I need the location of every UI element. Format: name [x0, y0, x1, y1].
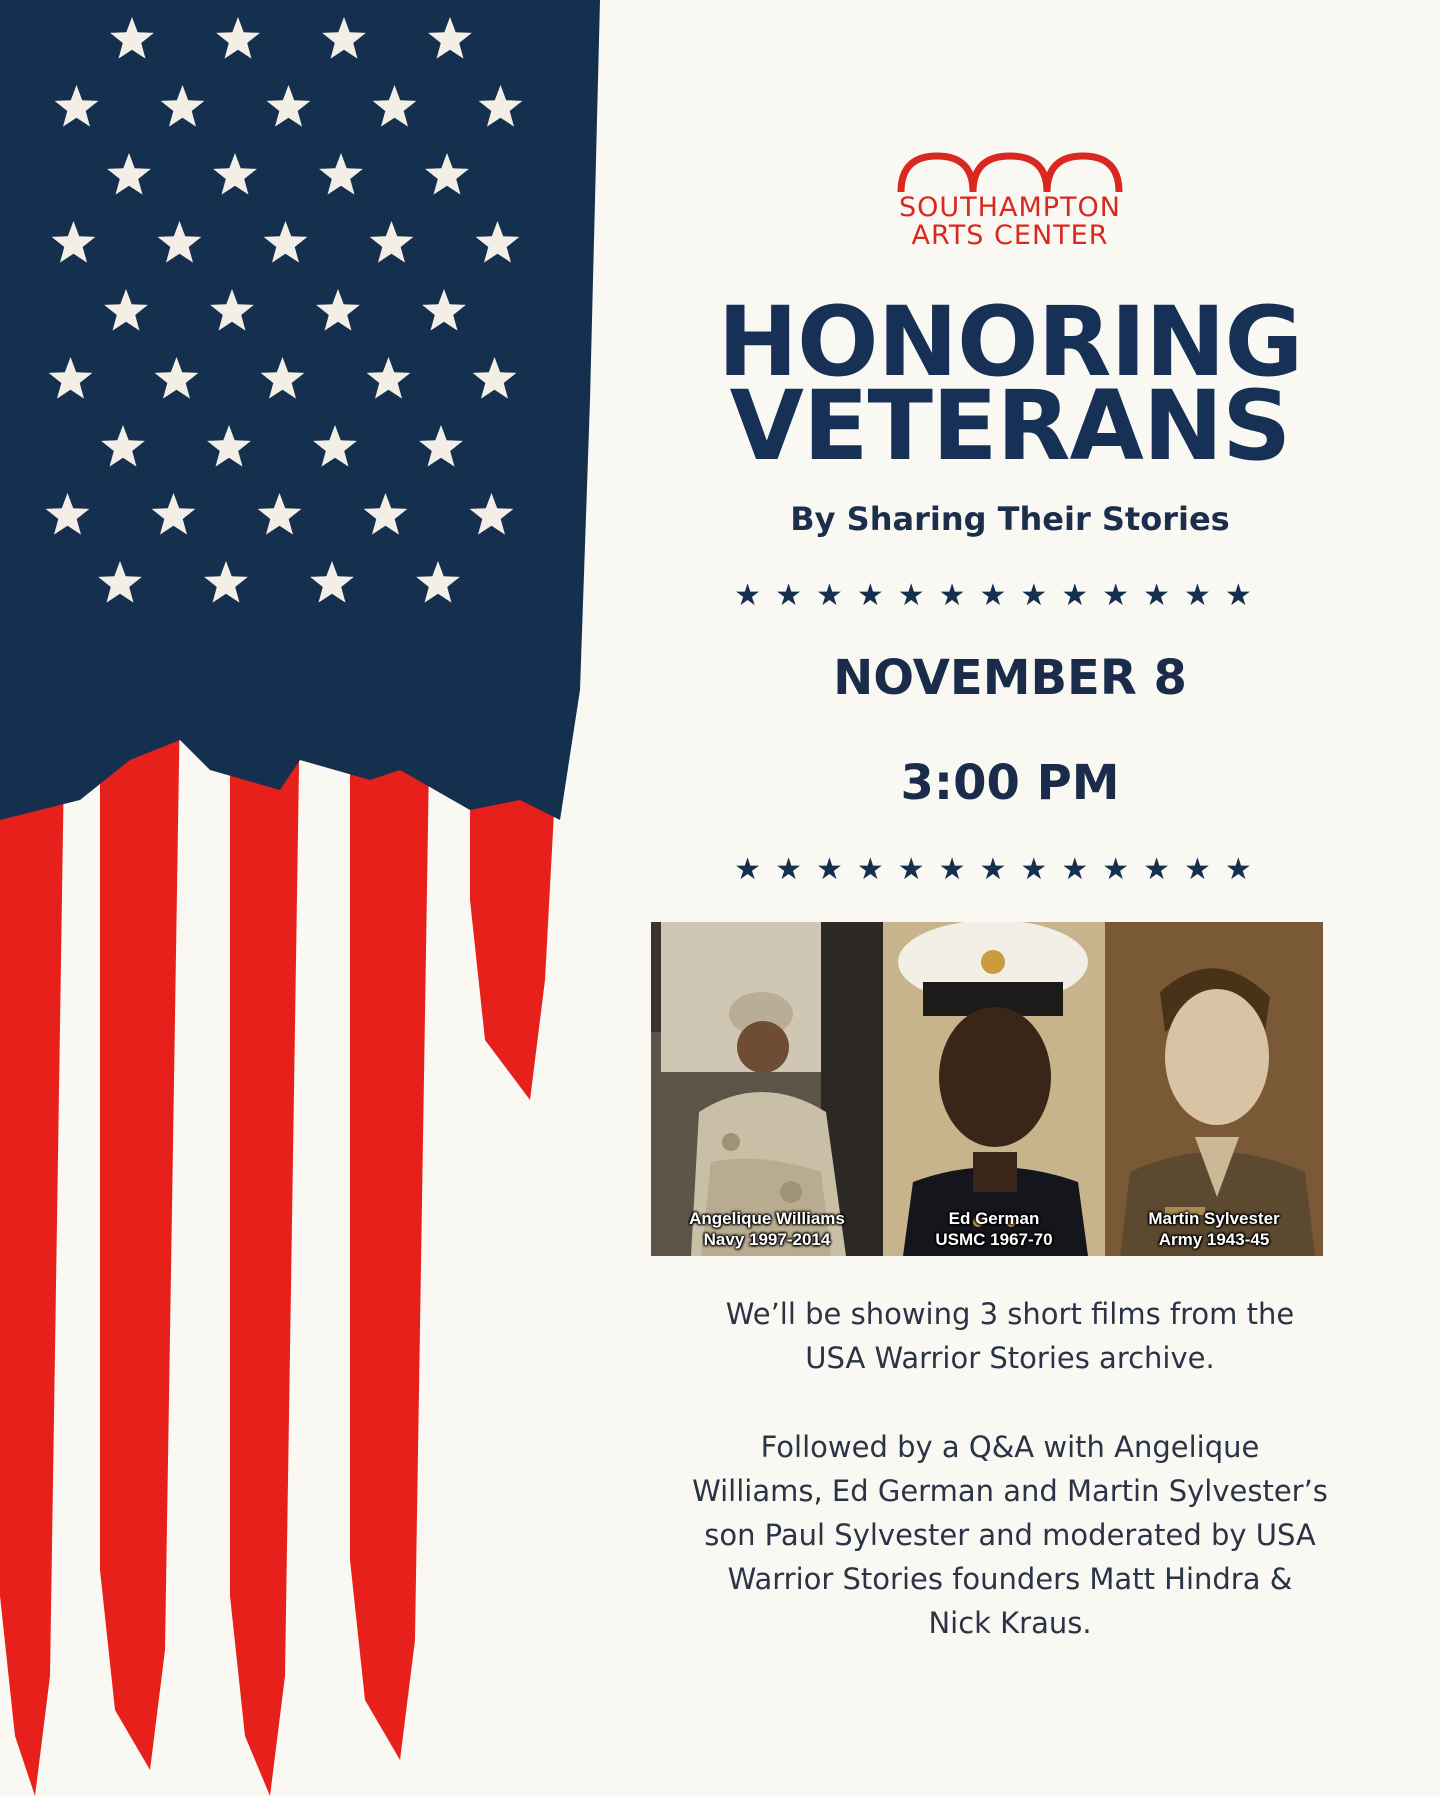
- veteran-caption: [883, 1208, 1105, 1250]
- logo-text-line2: ARTS CENTER: [911, 220, 1109, 251]
- star-divider-bottom: [710, 852, 1290, 892]
- ed-portrait-image: [883, 922, 1105, 1256]
- description-line: We’ll be showing 3 short films from the: [725, 1297, 1295, 1331]
- veteran-service: Navy 1997-2014: [703, 1230, 831, 1249]
- headline: [630, 286, 1390, 482]
- divider-stars: ★★★★★★★★★★★★★: [734, 852, 1266, 887]
- description-line: USA Warrior Stories archive.: [805, 1341, 1215, 1375]
- description-line: son Paul Sylvester and moderated by USA: [704, 1518, 1316, 1552]
- logo-text-line1: SOUTHAMPTON: [899, 192, 1121, 223]
- veteran-photos: [651, 922, 1323, 1256]
- arches-logo-icon: [895, 150, 1125, 194]
- description-paragraph-1: [670, 1292, 1350, 1380]
- veteran-photo-angelique: [651, 922, 883, 1256]
- veteran-name: Ed German: [948, 1209, 1040, 1228]
- veteran-name: Martin Sylvester: [1148, 1209, 1280, 1228]
- veteran-caption: [1105, 1208, 1323, 1250]
- divider-stars: ★★★★★★★★★★★★★: [734, 578, 1266, 613]
- headline-line2: VETERANS: [729, 370, 1291, 482]
- event-info-panel: [630, 0, 1390, 1796]
- event-date: NOVEMBER 8: [833, 650, 1187, 706]
- event-time: 3:00 PM: [900, 755, 1120, 811]
- headline-line1: HONORING: [717, 286, 1303, 398]
- veteran-service: USMC 1967-70: [935, 1230, 1053, 1249]
- description-paragraph-2: [670, 1425, 1350, 1645]
- veteran-photo-martin: [1105, 922, 1323, 1256]
- veteran-name: Angelique Williams: [689, 1209, 845, 1228]
- description-line: Williams, Ed German and Martin Sylvester’s: [692, 1474, 1328, 1508]
- description-line: Followed by a Q&A with Angelique: [760, 1430, 1260, 1464]
- subtitle: By Sharing Their Stories: [790, 500, 1230, 538]
- description-line: Warrior Stories founders Matt Hindra &: [727, 1562, 1293, 1596]
- veteran-service: Army 1943-45: [1158, 1230, 1270, 1249]
- martin-portrait-image: [1105, 922, 1323, 1256]
- american-flag-illustration: [0, 0, 600, 1796]
- southampton-arts-center-logo: [630, 150, 1390, 250]
- star-divider-top: [710, 578, 1290, 618]
- angelique-portrait-image: [651, 922, 883, 1256]
- veteran-caption: [651, 1208, 883, 1250]
- veteran-photo-ed: [883, 922, 1105, 1256]
- description-line: Nick Kraus.: [928, 1606, 1092, 1640]
